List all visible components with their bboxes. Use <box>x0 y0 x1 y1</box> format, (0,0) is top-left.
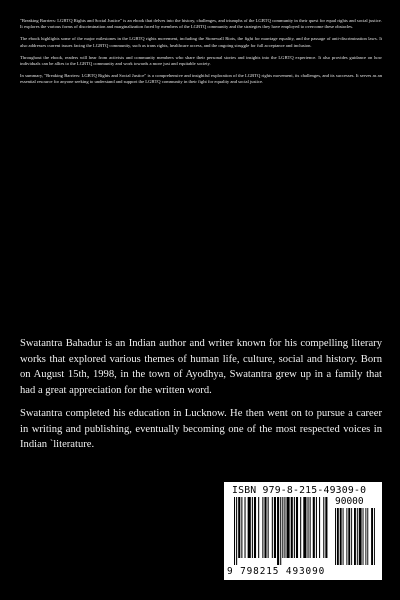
barcode-bar <box>348 508 350 565</box>
summary-paragraph-2: The ebook highlights some of the major milestones in the LGBTQ rights movement, including the Stonewall Riots, the fight for marriage equality, and the passage of anti-discrimination laws. It also addresses current issues facing the LGBTQ community, such as trans rights, healthcare access, and the ongoing struggle for full acceptance and inclusion. <box>20 36 382 48</box>
summary-paragraph-1: "Breaking Barriers: LGBTQ Rights and Social Justice" is an ebook that delves into the history, challenges, and triumphs of the LGBTQ community in their quest for equal rights and social justice. It explores the various forms of discrimination and marginalization faced by members of the LGBTQ community and the strategies they have employed to overcome these obstacles. <box>20 18 382 30</box>
summary-paragraph-4: In summary, "Breaking Barriers: LGBTQ Rights and Social Justice" is a comprehensive and insightful exploration of the LGBTQ rights movement, its challenges, and its successes. It serves as an essential resource for anyone seeking to understand and support the LGBTQ community in their fight for equality and social justice. <box>20 73 382 85</box>
book-summary <box>20 18 382 92</box>
barcode-bar <box>359 508 362 565</box>
ean-barcode-bars <box>234 497 328 565</box>
barcode-bar <box>258 497 259 558</box>
barcode-bar <box>238 497 240 558</box>
ean-digits: 9 798215 493090 <box>227 566 326 577</box>
barcode-bar <box>268 497 269 558</box>
barcode-bar <box>241 497 242 558</box>
barcode-bar <box>357 508 358 565</box>
barcode-bar <box>351 508 352 565</box>
barcode-bar <box>254 497 256 558</box>
barcode-bar <box>248 497 251 558</box>
bio-paragraph-2: Swatantra completed his education in Lucknow. He then went on to pursue a career in writing and publishing, eventually becoming one of the most respected voices in Indian `literature. <box>20 408 382 450</box>
barcode-bar <box>236 497 237 565</box>
barcode-bar <box>274 497 276 558</box>
isbn-label: ISBN 979-8-215-49309-0 <box>232 485 367 496</box>
bio-paragraph-1: Swatantra Bahadur is an Indian author and writer known for his compelling literary works that explored various themes of human life, culture, social and history. Born on August 15th, 1998, in the town of Ayodhya, Swatantra grew up in a family that had a great appreciation for the written word. <box>20 338 382 396</box>
summary-paragraph-3: Throughout the ebook, readers will hear from activists and community members who share their personal stories and insights into the LGBTQ experience. It also provides guidance on how individuals can be allies to the LGBTQ community and work towards a more just and equitable society. <box>20 54 382 67</box>
barcode-bar <box>262 497 263 558</box>
barcode-bar <box>346 508 347 565</box>
barcode-bar <box>316 497 317 558</box>
barcode-bar <box>365 508 366 565</box>
barcode-bar <box>313 497 315 558</box>
barcode-bar <box>234 497 235 565</box>
barcode-bar <box>300 497 301 558</box>
barcode-bar <box>280 497 281 565</box>
barcode-bar <box>272 497 273 558</box>
barcode-bar <box>335 508 336 565</box>
barcode-bar <box>264 497 266 558</box>
barcode-bar <box>277 497 279 565</box>
isbn-barcode <box>224 482 382 580</box>
barcode-bar <box>291 497 293 558</box>
barcode-bar <box>284 497 285 558</box>
barcode-bar <box>296 497 298 558</box>
barcode-bar <box>310 497 311 558</box>
price-code: 90000 <box>335 496 364 507</box>
barcode-bar <box>245 497 246 558</box>
addon-barcode-bars <box>335 508 375 565</box>
barcode-bar <box>337 508 339 565</box>
barcode-bar <box>294 497 295 558</box>
barcode-bar <box>354 508 356 565</box>
barcode-bar <box>319 497 320 558</box>
barcode-bar <box>282 497 283 558</box>
barcode-bar <box>367 508 368 565</box>
barcode-bar <box>363 508 364 565</box>
barcode-bar <box>343 508 344 565</box>
barcode-bar <box>371 508 373 565</box>
barcode-bar <box>374 508 375 565</box>
barcode-bar <box>303 497 306 558</box>
barcode-bar <box>308 497 309 558</box>
barcode-bar <box>325 497 327 558</box>
barcode-bar <box>287 497 290 558</box>
author-bio <box>20 336 382 461</box>
barcode-bar <box>252 497 253 558</box>
barcode-bar <box>340 508 342 565</box>
barcode-bar <box>323 497 324 558</box>
